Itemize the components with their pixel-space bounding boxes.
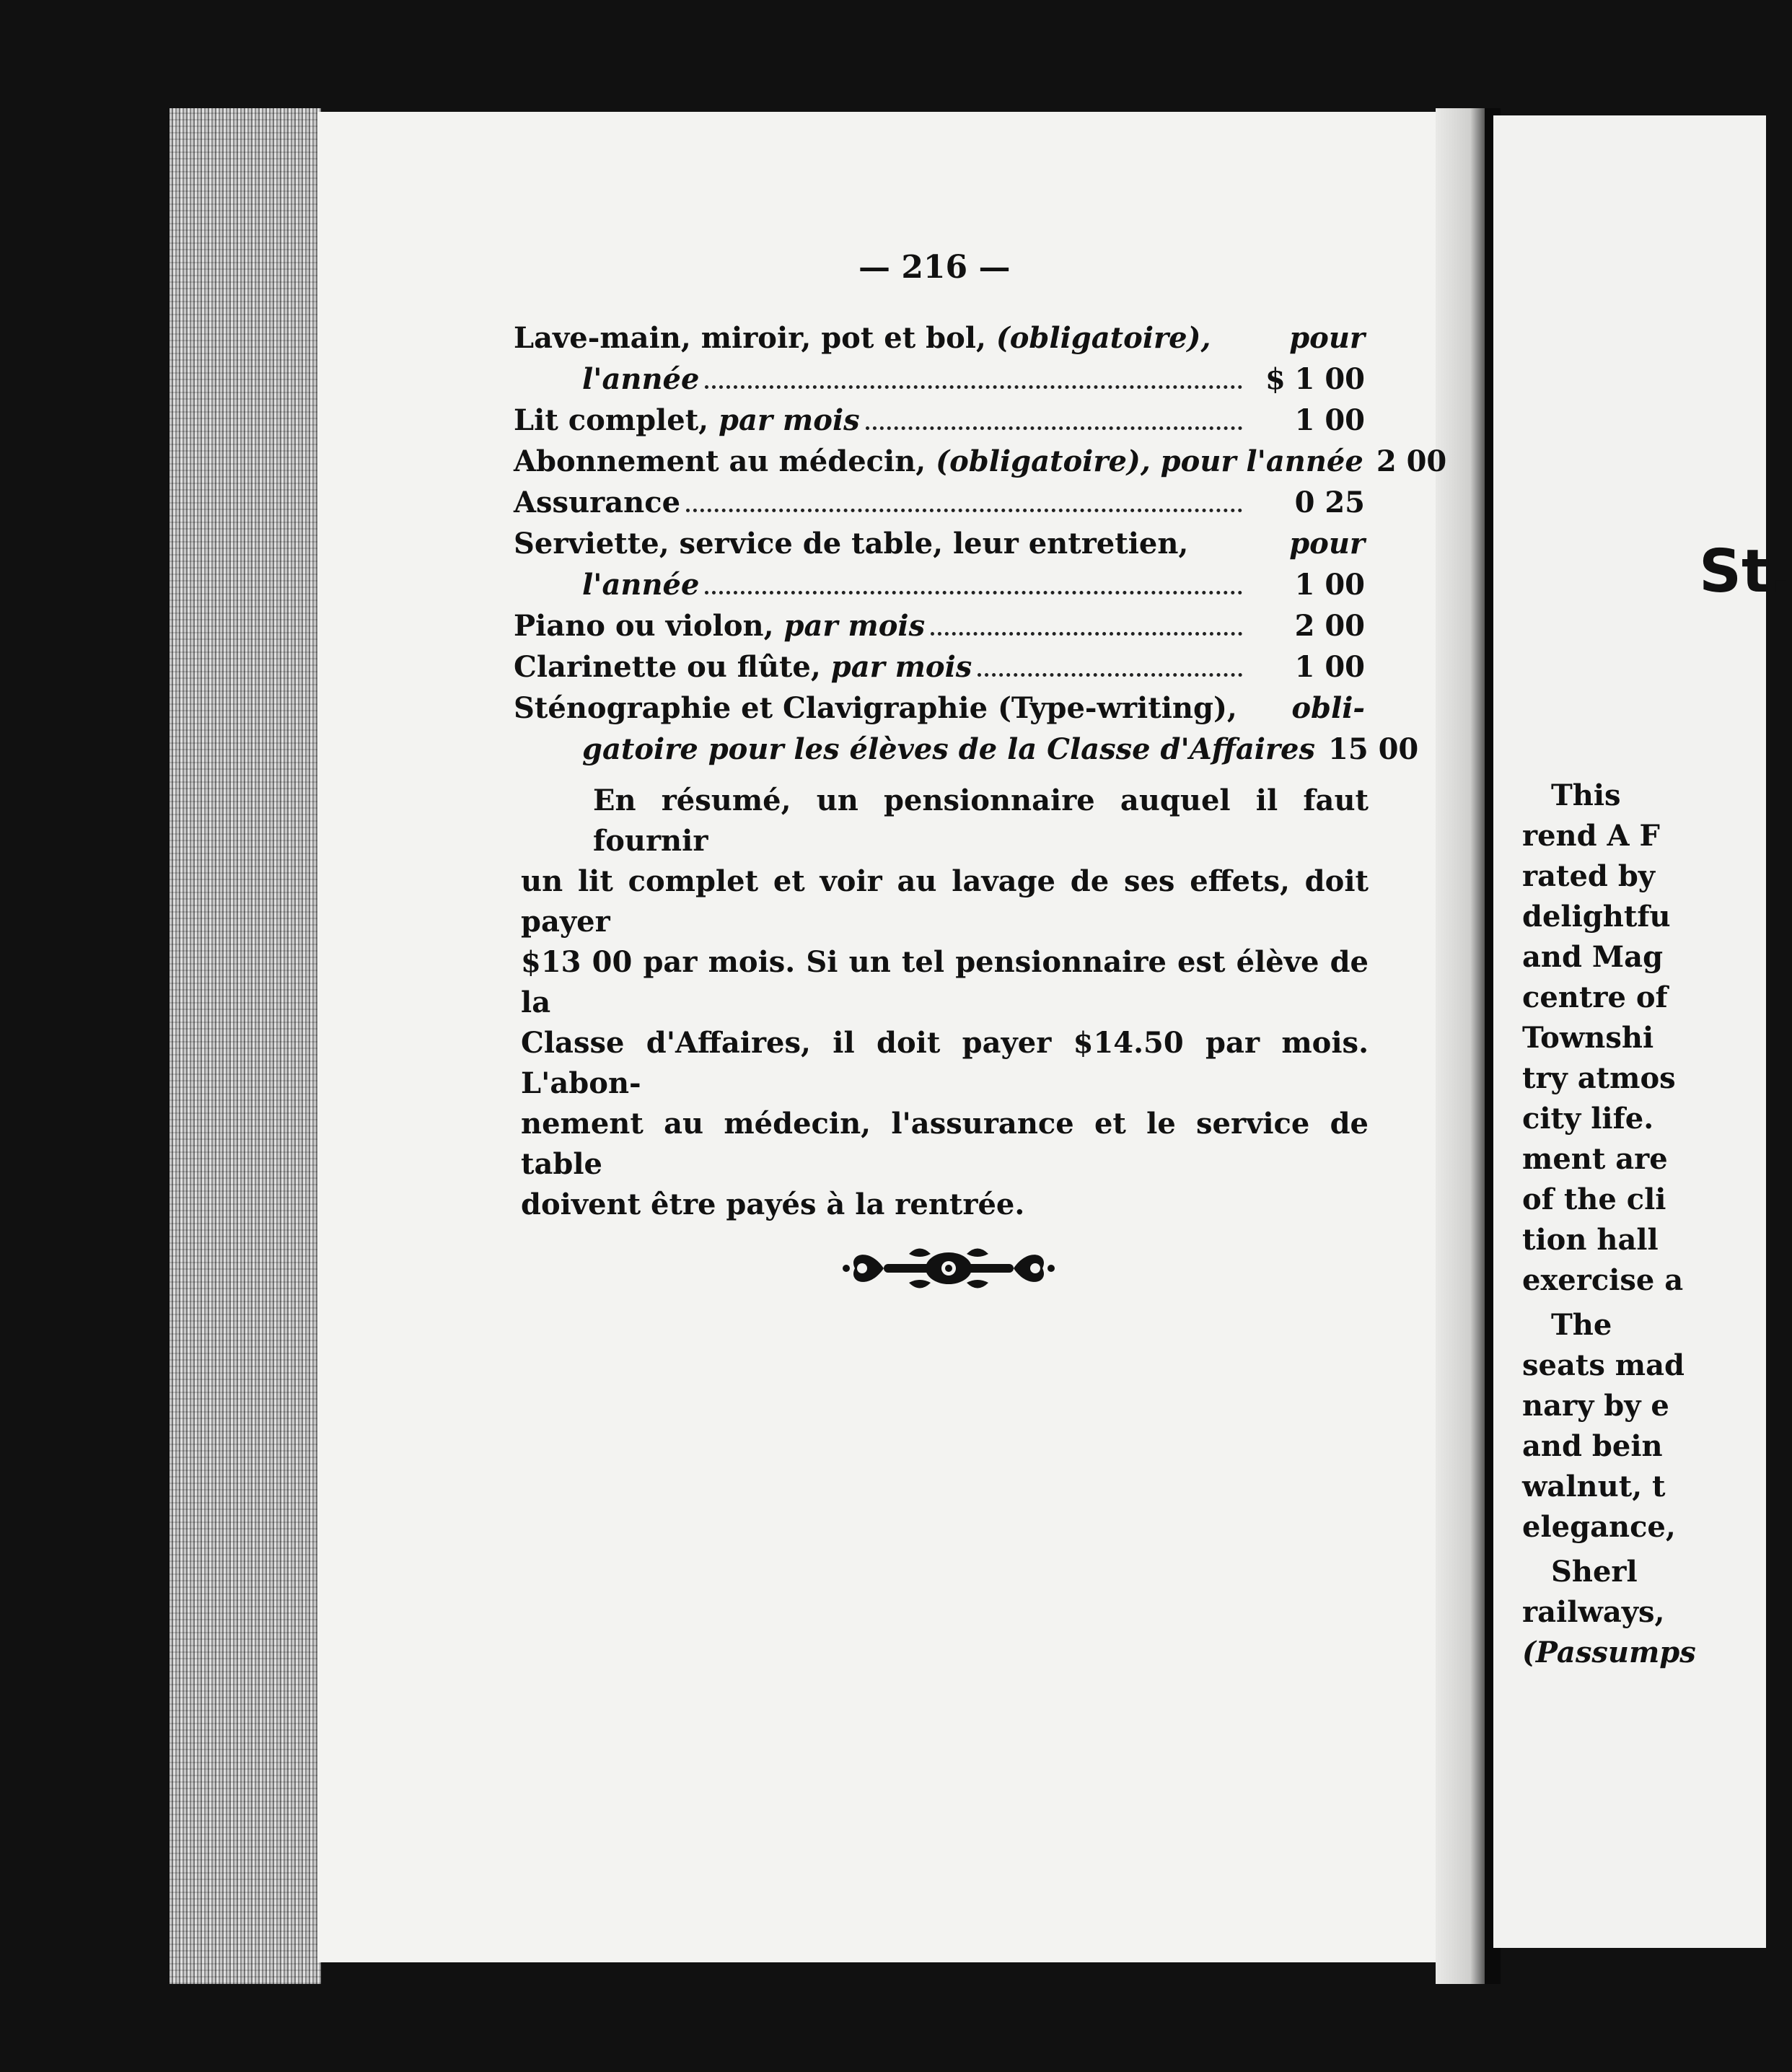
paragraph-line: un lit complet et voir au lavage de ses effets, doit payer xyxy=(521,864,1369,939)
fee-row xyxy=(514,605,1365,646)
text-line: centre of xyxy=(1522,980,1668,1014)
fee-price: 15 00 xyxy=(1327,732,1419,766)
fee-description: Lit complet, xyxy=(514,403,709,437)
fee-description: Lave-main, miroir, pot et bol, xyxy=(514,321,986,355)
fee-price: 1 00 xyxy=(1294,650,1365,684)
leader-dots xyxy=(931,632,1242,636)
fee-note: par mois xyxy=(719,403,860,437)
fee-price: 2 00 xyxy=(1294,609,1365,643)
fee-note: l'année xyxy=(582,362,700,396)
text-line: delightfu xyxy=(1522,900,1671,934)
text-line: walnut, t xyxy=(1522,1470,1666,1503)
page-number: — 216 — xyxy=(858,249,1011,286)
leader-dots xyxy=(978,673,1242,677)
leader-dots xyxy=(705,385,1242,389)
paragraph-line: nement au médecin, l'assurance et le service de table xyxy=(521,1107,1369,1181)
leader-dots xyxy=(866,426,1242,430)
leader-dots xyxy=(686,509,1242,512)
fee-note: obli- xyxy=(1291,691,1365,725)
fee-note: pour xyxy=(1289,527,1365,561)
fee-note: (obligatoire), pour l'année xyxy=(936,444,1363,478)
fee-description: Serviette, service de table, leur entretien, xyxy=(514,527,1189,561)
fee-row xyxy=(514,482,1365,523)
text-line: (Passumps xyxy=(1522,1636,1696,1669)
text-line: Sherl xyxy=(1551,1555,1638,1589)
text-line: rated by xyxy=(1522,859,1656,893)
leader-dots xyxy=(705,591,1242,594)
book-page-edges xyxy=(170,108,321,1984)
fee-row xyxy=(514,400,1365,441)
fee-description: Clarinette ou flûte, xyxy=(514,650,821,684)
fee-price: 2 00 xyxy=(1376,444,1447,478)
summary-paragraph xyxy=(521,781,1369,1225)
fee-price: 0 25 xyxy=(1294,486,1365,519)
fee-note: par mois xyxy=(830,650,972,684)
fee-price: 1 00 xyxy=(1294,568,1365,602)
decorative-ornament-icon xyxy=(840,1239,1057,1297)
text-line: city life. xyxy=(1522,1102,1654,1136)
paragraph-line: Classe d'Affaires, il doit payer $14.50 par mois. L'abon- xyxy=(521,1026,1369,1100)
fee-price: 1 00 xyxy=(1294,403,1365,437)
fee-note: (obligatoire), xyxy=(996,321,1211,355)
text-line: ment are xyxy=(1522,1142,1668,1176)
text-line: railways, xyxy=(1522,1595,1665,1629)
paragraph-line: doivent être payés à la rentrée. xyxy=(521,1188,1025,1221)
text-line: seats mad xyxy=(1522,1348,1685,1382)
fee-row xyxy=(514,564,1365,605)
fee-description: Assurance xyxy=(514,486,681,519)
fee-row xyxy=(514,523,1365,564)
fee-row xyxy=(514,646,1365,688)
fee-row xyxy=(514,688,1365,729)
text-line: tion hall xyxy=(1522,1223,1659,1257)
fee-row xyxy=(514,359,1365,400)
text-line: of the cli xyxy=(1522,1182,1666,1216)
fee-row xyxy=(514,729,1419,770)
fee-description: Sténographie et Clavigraphie (Type-writing), xyxy=(514,691,1237,725)
right-page-heading: St. xyxy=(1699,537,1792,606)
fee-row xyxy=(514,441,1447,482)
fee-note: pour xyxy=(1289,321,1365,355)
text-line: and Mag xyxy=(1522,940,1664,974)
text-line: and bein xyxy=(1522,1429,1663,1463)
fee-price: 1 00 xyxy=(1294,362,1365,396)
currency-sign: $ xyxy=(1265,362,1286,396)
paragraph-line: $13 00 par mois. Si un tel pensionnaire est élève de la xyxy=(521,945,1369,1019)
fee-description: Piano ou violon, xyxy=(514,609,774,643)
fee-description: Abonnement au médecin, xyxy=(514,444,926,478)
text-line: rend A F xyxy=(1522,819,1660,853)
text-line: This xyxy=(1551,778,1621,812)
fee-list xyxy=(514,317,1447,770)
text-line: Townshi xyxy=(1522,1021,1654,1055)
text-line: exercise a xyxy=(1522,1263,1684,1297)
text-line: nary by e xyxy=(1522,1389,1669,1423)
text-line: try atmos xyxy=(1522,1061,1676,1095)
fee-note: par mois xyxy=(783,609,926,643)
text-line: The xyxy=(1551,1308,1612,1342)
right-page-text xyxy=(1522,776,1696,1673)
paragraph-line: En résumé, un pensionnaire auquel il faut fournir xyxy=(593,783,1369,858)
text-line: elegance, xyxy=(1522,1510,1676,1544)
fee-row xyxy=(514,317,1365,359)
fee-note: gatoire pour les élèves de la Classe d'Affaires xyxy=(582,732,1315,766)
fee-note: l'année xyxy=(582,568,700,602)
